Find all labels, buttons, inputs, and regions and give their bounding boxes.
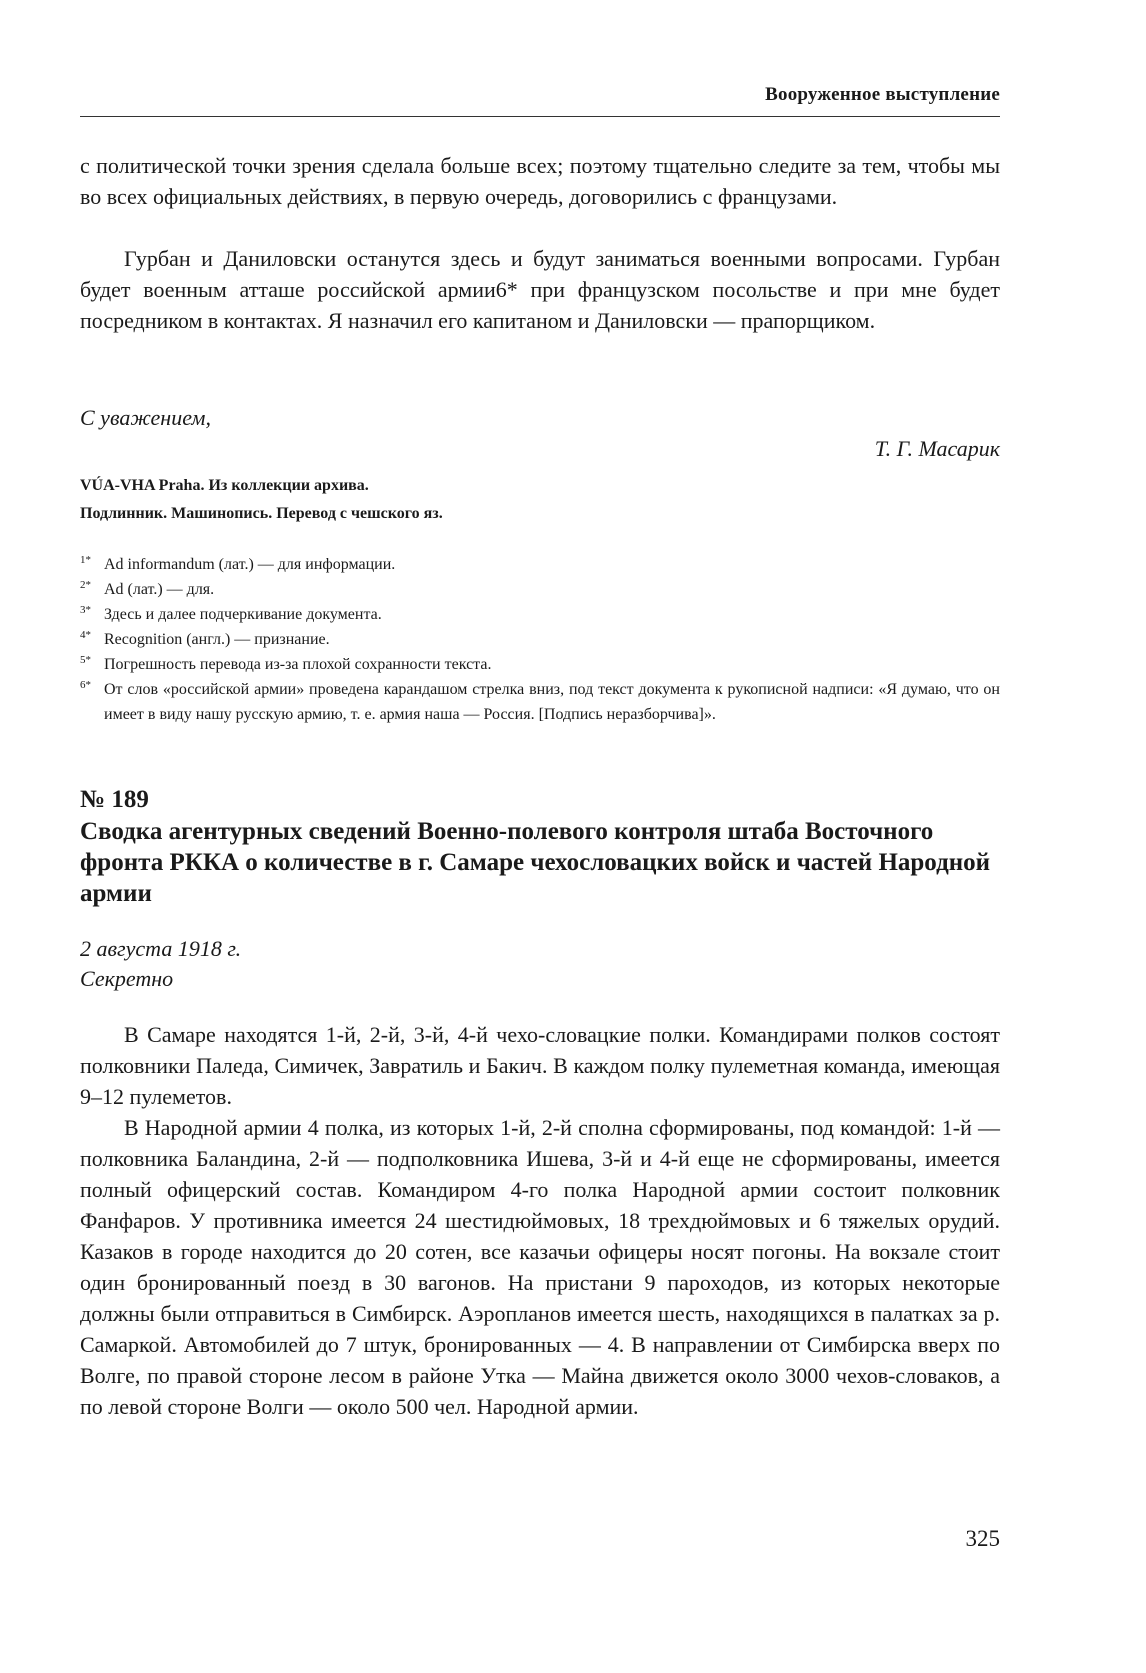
footnote-3 <box>80 602 1000 627</box>
document-title: Сводка агентурных сведений Военно-полевого контроля штаба Восточного фронта РККА о количестве в г. Самаре чехословацких войск и частей Народной армии <box>80 818 991 907</box>
footnote-text: Recognition (англ.) — признание. <box>104 631 330 648</box>
footnote-text: Погрешность перевода из-за плохой сохранности текста. <box>104 656 492 673</box>
document-paragraph-2: В Народной армии 4 полка, из которых 1-й, 2-й сполна сформированы, под командой: 1-й — полковника Баландина, 2-й — подполковника Ишева, 3-й и 4-й еще не сформированы, имеется полный офицерский состав. Командиром 4-го полка Народной армии состоит полковник Фанфаров. У противника имеется 24 шестидюймовых, 18 трехдюймовых и 6 тяжелых орудий. Казаков в городе находится до 20 сотен, все казачьи офицеры носят погоны. На вокзале стоит один бронированный поезд в 30 вагонов. На пристани 9 пароходов, из которых некоторые должны были отправиться в Симбирск. Аэропланов имеется шесть, находящихся в палатках за р. Самаркой. Автомобилей до 7 штук, бронированных — 4. В направлении от Симбирска вверх по Волге, по правой стороне лесом в районе Утка — Майна движется около 3000 чехов-словаков, а по левой стороне Волги — около 500 чел. Народной армии. <box>80 1115 1000 1419</box>
footnote-6 <box>80 677 1000 727</box>
archive-line-2: Подлинник. Машинопись. Перевод с чешского яз. <box>80 505 443 522</box>
archive-reference <box>80 472 443 528</box>
archive-line-1: VÚA-VHA Praha. Из коллекции архива. <box>80 477 369 494</box>
footnote-mark: 4* <box>80 629 91 641</box>
running-head: Вооруженное выступление <box>765 84 1000 105</box>
document-number: № 189 <box>80 786 149 813</box>
page-number: 325 <box>965 1526 1000 1551</box>
footnote-5 <box>80 652 1000 677</box>
document-page <box>80 0 1000 1673</box>
letter-paragraph-2: Гурбан и Даниловски останутся здесь и будут заниматься военными вопросами. Гурбан будет военным атташе российской армии6* при французском посольстве и при мне будет посредником в контактах. Я назначил его капитаном и Даниловски — прапорщиком. <box>80 246 1000 333</box>
footnotes-list <box>80 552 1000 727</box>
footnote-text: Ad (лат.) — для. <box>104 581 215 598</box>
document-classification: Секретно <box>80 966 174 991</box>
footnote-mark: 3* <box>80 604 91 616</box>
footnote-4 <box>80 627 1000 652</box>
footnote-2 <box>80 577 1000 602</box>
letter-closing: С уважением, <box>80 405 211 430</box>
header-rule <box>80 116 1000 117</box>
document-paragraph-1: В Самаре находятся 1-й, 2-й, 3-й, 4-й чехо-словацкие полки. Командирами полков состоят полковники Паледа, Симичек, Завратиль и Бакич. В каждом полку пулеметная команда, имеющая 9–12 пулеметов. <box>80 1022 1000 1109</box>
document-date: 2 августа 1918 г. <box>80 936 242 961</box>
footnote-mark: 2* <box>80 579 91 591</box>
footnote-text: Ad informandum (лат.) — для информации. <box>104 556 396 573</box>
footnote-mark: 1* <box>80 554 91 566</box>
footnote-text: Здесь и далее подчеркивание документа. <box>104 606 382 623</box>
footnote-1 <box>80 552 1000 577</box>
footnote-mark: 5* <box>80 654 91 666</box>
letter-paragraph-1: с политической точки зрения сделала больше всех; поэтому тщательно следите за тем, чтобы мы во всех официальных действиях, в первую очередь, договорились с французами. <box>80 153 1000 209</box>
footnote-mark: 6* <box>80 679 91 691</box>
letter-signature: Т. Г. Масарик <box>874 436 1000 461</box>
footnote-text: От слов «российской армии» проведена карандашом стрелка вниз, под текст документа к рукописной надписи: «Я думаю, что он имеет в виду нашу русскую армию, т. е. армия наша — Россия. [Подпись неразборчива]». <box>104 681 1000 723</box>
